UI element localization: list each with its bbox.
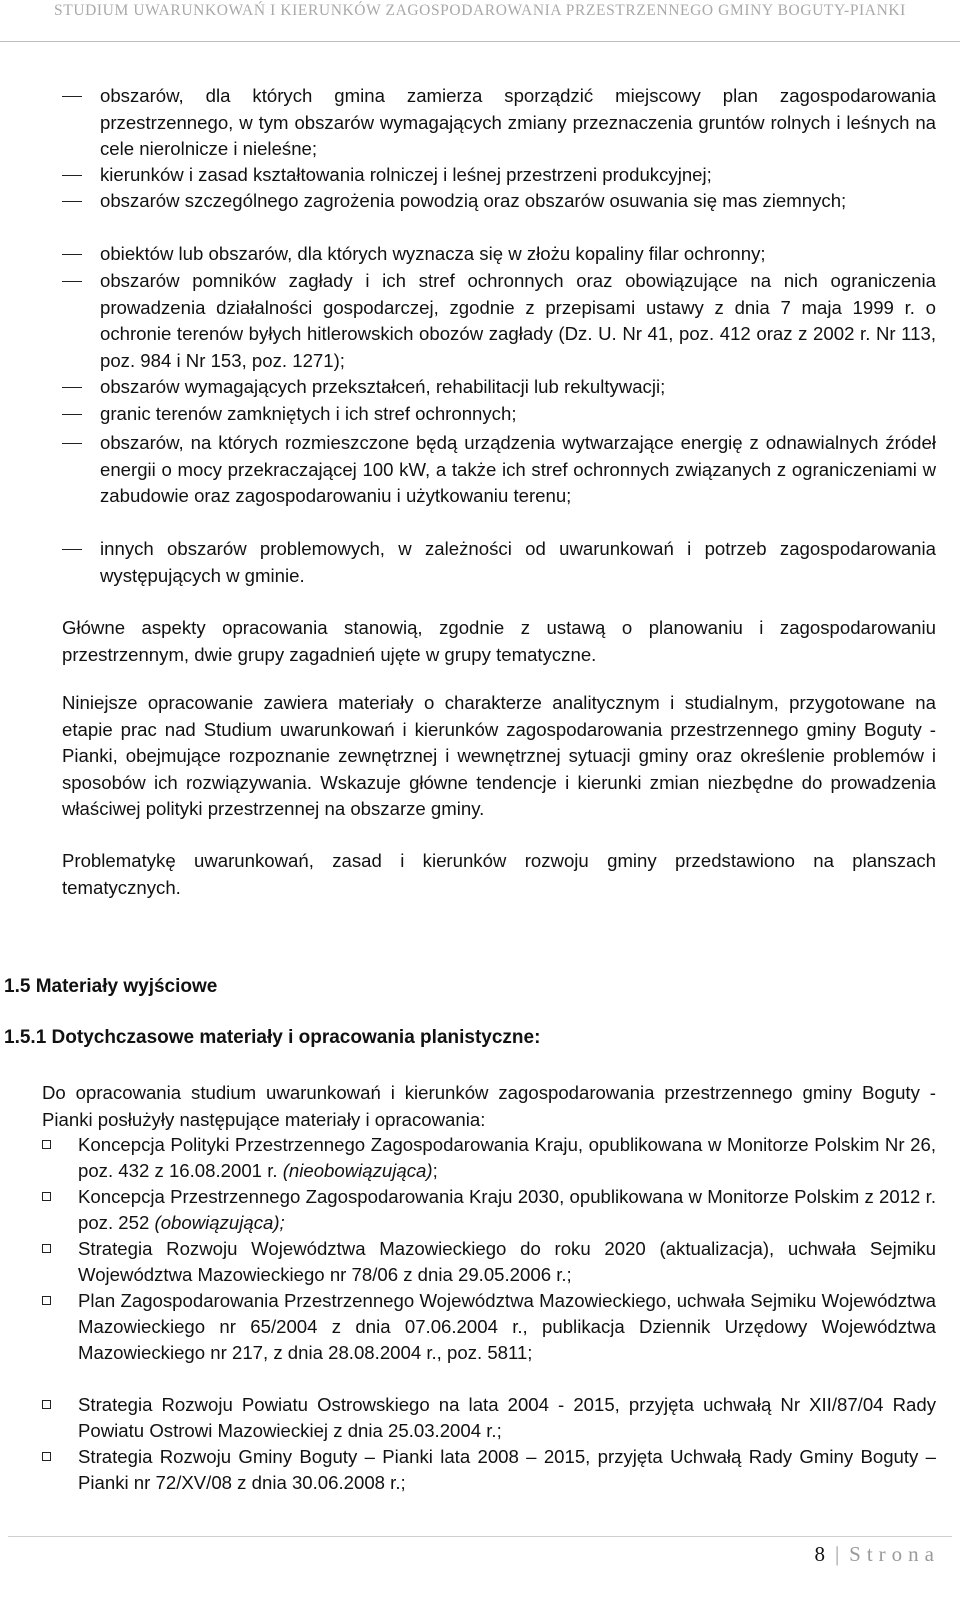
- subsection-heading: 1.5.1 Dotychczasowe materiały i opracowania planistyczne:: [4, 1027, 541, 1048]
- checkbox-bullet-icon: [42, 1244, 51, 1253]
- footer-separator: |: [834, 1542, 840, 1566]
- list-item-text: Strategia Rozwoju Województwa Mazowieckiego do roku 2020 (aktualizacja), uchwała Sejmiku Województwa Mazowieckiego nr 78/06 z dnia 29.05.2006 r.;: [78, 1238, 936, 1285]
- list-item-text: obszarów, dla których gmina zamierza sporządzić miejscowy plan zagospodarowania przestrzennego, w tym obszarów wymagających zmiany przeznaczenia gruntów rolnych i leśnych na cele nierolnicze i nieleśne;: [100, 85, 936, 159]
- dash-bullet: [62, 387, 82, 388]
- header-rule: [0, 41, 960, 42]
- checkbox-bullet-icon: [42, 1192, 51, 1201]
- checkbox-bullet-icon: [42, 1400, 51, 1409]
- dash-bullet: [62, 281, 82, 282]
- list-item-text: Koncepcja Przestrzennego Zagospodarowania Kraju 2030, opublikowana w Monitorze Polskim z 2012 r. poz. 252 (obowiązująca);: [78, 1186, 936, 1233]
- footer-rule: [8, 1536, 952, 1537]
- dash-bullet: [62, 414, 82, 415]
- list-item-text: obiektów lub obszarów, dla których wyznacza się w złożu kopaliny filar ochronny;: [100, 243, 766, 264]
- paragraph-main-aspects: Główne aspekty opracowania stanowią, zgodnie z ustawą o planowaniu i zagospodarowaniu przestrzennym, dwie grupy zagadnień ujęte w grupy tematyczne.: [62, 617, 936, 665]
- paragraph-materials-intro: Do opracowania studium uwarunkowań i kierunków zagospodarowania przestrzennego gminy Boguty - Pianki posłużyły następujące materiały i opracowania:: [42, 1082, 936, 1130]
- dash-bullet: [62, 175, 82, 176]
- list-item-text: Koncepcja Polityki Przestrzennego Zagospodarowania Kraju, opublikowana w Monitorze Polskim Nr 26, poz. 432 z 16.08.2001 r. (nieobowiązująca);: [78, 1134, 936, 1181]
- page-footer: [814, 1542, 940, 1567]
- list-item-text: Strategia Rozwoju Gminy Boguty – Pianki lata 2008 – 2015, przyjęta Uchwałą Rady Gminy Boguty – Pianki nr 72/XV/08 z dnia 30.06.2008 r.;: [78, 1446, 936, 1493]
- checkbox-bullet-icon: [42, 1140, 51, 1149]
- dash-bullet: [62, 443, 82, 444]
- list-item-text: Plan Zagospodarowania Przestrzennego Województwa Mazowieckiego, uchwała Sejmiku Województwa Mazowieckiego nr 65/2004 z dnia 07.06.2004 r., publikacja Dziennik Urzędowy Województwa Mazowieckiego nr 217, z dnia 28.08.2004 r., poz. 5811;: [78, 1290, 936, 1363]
- document-title: STUDIUM UWARUNKOWAŃ I KIERUNKÓW ZAGOSPODAROWANIA PRZESTRZENNEGO GMINY BOGUTY-PIANKI: [54, 2, 906, 19]
- dash-bullet: [62, 201, 82, 202]
- list-item-text: obszarów wymagających przekształceń, rehabilitacji lub rekultywacji;: [100, 376, 666, 397]
- list-item-text: obszarów szczególnego zagrożenia powodzią oraz obszarów osuwania się mas ziemnych;: [100, 190, 847, 211]
- dash-bullet: [62, 254, 82, 255]
- list-item-text: kierunków i zasad kształtowania rolniczej i leśnej przestrzeni produkcyjnej;: [100, 164, 712, 185]
- checkbox-bullet-icon: [42, 1452, 51, 1461]
- dash-bullet: [62, 96, 82, 97]
- paragraph-study-scope: Niniejsze opracowanie zawiera materiały o charakterze analitycznym i studialnym, przygotowane na etapie prac nad Studium uwarunkowań i kierunków zagospodarowania przestrzennego gminy Boguty - Pianki, obejmujące rozpoznanie zewnętrznej i wewnętrznej sytuacji gminy oraz określenie problemów i sposobów ich rozwiązywania. Wskazuje główne tendencje i kierunki zmian niezbędne do prowadzenia właściwej polityki przestrzennej na obszarze gminy.: [62, 692, 936, 819]
- paragraph-thematic-boards: Problematykę uwarunkowań, zasad i kierunków rozwoju gminy przedstawiono na planszach tematycznych.: [62, 850, 936, 898]
- page-header: [0, 0, 960, 42]
- list-item-text: obszarów pomników zagłady i ich stref ochronnych oraz obowiązujące na nich ograniczenia prowadzenia działalności gospodarczej, zgodnie z przepisami ustawy z dnia 7 maja 1999 r. o ochronie terenów byłych hitlerowskich obozów zagłady (Dz. U. Nr 41, poz. 412 oraz z 2002 r. Nr 113, poz. 984 i Nr 153, poz. 1271);: [100, 270, 936, 371]
- page-label: Strona: [849, 1542, 940, 1566]
- section-heading: 1.5 Materiały wyjściowe: [4, 976, 218, 997]
- list-item-text: granic terenów zamkniętych i ich stref ochronnych;: [100, 403, 517, 424]
- dash-bullet: [62, 549, 82, 550]
- list-item-text: obszarów, na których rozmieszczone będą urządzenia wytwarzające energię z odnawialnych źródeł energii o mocy przekraczającej 100 kW, a także ich stref ochronnych związanych z ograniczeniami w zabudowie oraz zagospodarowaniu i użytkowaniu terenu;: [100, 432, 936, 506]
- list-item-text: innych obszarów problemowych, w zależności od uwarunkowań i potrzeb zagospodarowania występujących w gminie.: [100, 538, 936, 586]
- checkbox-bullet-icon: [42, 1296, 51, 1305]
- page-number: 8: [814, 1542, 825, 1566]
- list-item-text: Strategia Rozwoju Powiatu Ostrowskiego na lata 2004 - 2015, przyjęta uchwałą Nr XII/87/04 Rady Powiatu Ostrowi Mazowieckiej z dnia 25.03.2004 r.;: [78, 1394, 936, 1441]
